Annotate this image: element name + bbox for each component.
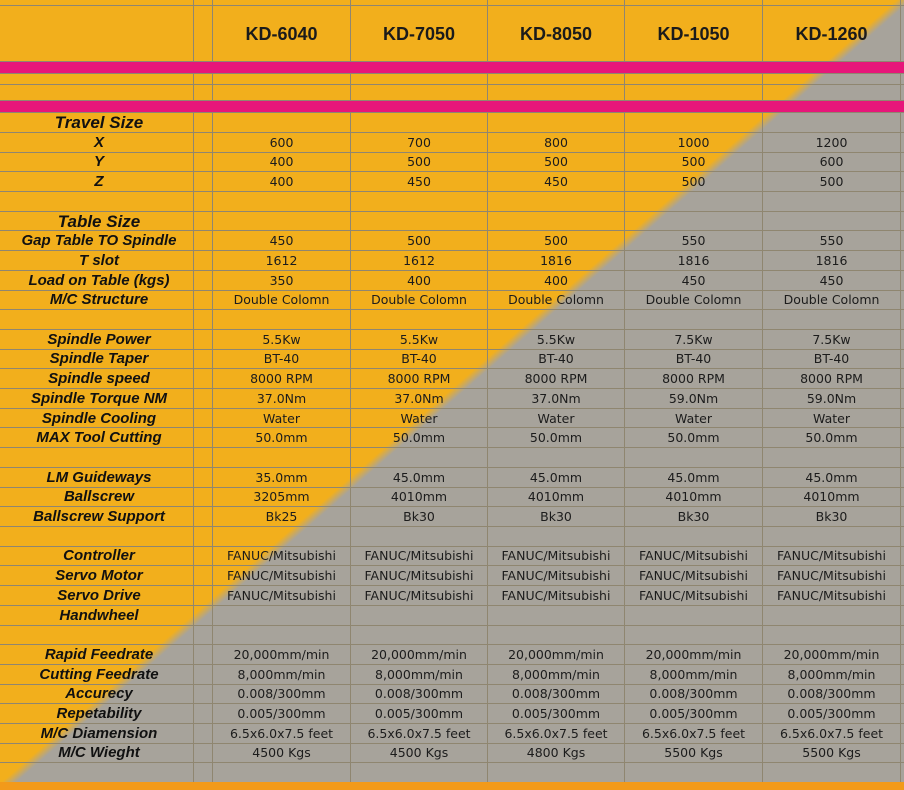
- row-divider: [0, 73, 904, 74]
- spec-value: 5.5Kw: [399, 332, 439, 347]
- model-header-2: KD-7050: [382, 24, 456, 44]
- spec-value: 4500 Kgs: [252, 745, 311, 760]
- spec-value: FANUC/Mitsubishi: [639, 548, 748, 563]
- spec-label: LM Guideways: [46, 469, 152, 486]
- model-header-3: KD-8050: [519, 24, 593, 44]
- spec-value: Water: [400, 411, 438, 426]
- row-divider: [0, 5, 904, 6]
- spec-label: [0, 625, 198, 644]
- spec-label: Gap Table TO Spindle: [21, 232, 177, 249]
- spec-value: 700: [407, 135, 431, 150]
- spec-value: BT-40: [401, 351, 437, 366]
- spec-value: 800: [544, 135, 568, 150]
- spec-value: 6.5x6.0x7.5 feet: [229, 726, 334, 741]
- spec-value: 500: [544, 154, 568, 169]
- spec-value: FANUC/Mitsubishi: [639, 588, 748, 603]
- spec-value: Bk25: [265, 509, 298, 524]
- spec-value: 400: [407, 273, 431, 288]
- spec-value: 0.008/300mm: [649, 686, 738, 701]
- spec-value: 8,000mm/min: [649, 667, 738, 682]
- spec-value: 6.5x6.0x7.5 feet: [779, 726, 884, 741]
- spec-value: 7.5Kw: [812, 332, 851, 347]
- spec-label: Cutting Feedrate: [39, 666, 159, 683]
- spec-value: 500: [681, 174, 706, 189]
- spec-label: Accurecy: [65, 685, 133, 702]
- spec-value: 1612: [265, 253, 298, 268]
- spec-value: FANUC/Mitsubishi: [501, 588, 611, 603]
- spec-value: Double Colomn: [233, 292, 330, 307]
- model-header-1: KD-6040: [245, 24, 318, 44]
- spec-value: Water: [813, 411, 850, 426]
- spec-value: 0.008/300mm: [374, 686, 464, 701]
- spec-label: Load on Table (kgs): [28, 272, 170, 289]
- spec-value: BT-40: [813, 351, 850, 366]
- spec-value: FANUC/Mitsubishi: [501, 548, 611, 563]
- header-band-bottom: [0, 101, 904, 112]
- spec-value: 500: [544, 233, 568, 248]
- spec-value: 4010mm: [665, 489, 722, 504]
- row-divider: [0, 762, 904, 763]
- spec-value: 500: [407, 154, 431, 169]
- spec-value: 8,000mm/min: [787, 667, 876, 682]
- spec-value: 50.0mm: [667, 430, 720, 445]
- spec-label: Servo Drive: [57, 587, 141, 604]
- spec-value: 5.5Kw: [536, 332, 576, 347]
- spec-value: Bk30: [403, 509, 435, 524]
- spec-label: Spindle Cooling: [41, 410, 157, 427]
- spec-value: 8,000mm/min: [512, 667, 600, 682]
- model-header-4: KD-1050: [657, 24, 730, 44]
- spec-value: 550: [681, 233, 706, 248]
- spec-value: 7.5Kw: [674, 332, 713, 347]
- spec-value: FANUC/Mitsubishi: [364, 548, 474, 563]
- spec-value: FANUC/Mitsubishi: [777, 588, 886, 603]
- spec-value: Double Colomn: [371, 292, 467, 307]
- spec-value: 20,000mm/min: [371, 647, 467, 662]
- spec-value: 4800 Kgs: [526, 745, 586, 760]
- spec-value: 20,000mm/min: [645, 647, 742, 662]
- spec-value: 59.0Nm: [806, 391, 857, 406]
- spec-value: FANUC/Mitsubishi: [227, 568, 336, 583]
- spec-value: 45.0mm: [529, 470, 583, 485]
- spec-value: 4010mm: [803, 489, 860, 504]
- spec-value: FANUC/Mitsubishi: [777, 548, 886, 563]
- spec-value: 45.0mm: [392, 470, 446, 485]
- spec-value: 400: [544, 273, 568, 288]
- spec-label: [0, 192, 198, 211]
- row-divider: [0, 84, 904, 85]
- header-band-top: [0, 62, 904, 73]
- spec-value: 450: [269, 233, 294, 248]
- column-divider: [900, 0, 901, 790]
- model-header-5: KD-1260: [795, 24, 868, 44]
- section-heading: Travel Size: [54, 113, 144, 132]
- spec-label: Z: [94, 173, 104, 190]
- spec-value: 20,000mm/min: [508, 647, 604, 662]
- spec-value: 600: [819, 154, 844, 169]
- spec-value: 450: [407, 174, 431, 189]
- spec-value: 8,000mm/min: [375, 667, 463, 682]
- spec-value: 50.0mm: [529, 430, 583, 445]
- spec-value: 1816: [815, 253, 848, 268]
- spec-value: 8000 RPM: [250, 371, 313, 386]
- spec-value: Water: [263, 411, 300, 426]
- spec-value: Double Colomn: [783, 292, 880, 307]
- spec-label: T slot: [79, 252, 119, 269]
- spec-value: FANUC/Mitsubishi: [364, 568, 474, 583]
- spec-value: FANUC/Mitsubishi: [777, 568, 886, 583]
- spec-value: 59.0Nm: [668, 391, 719, 406]
- spec-value: 0.008/300mm: [237, 686, 326, 701]
- spec-value: Bk30: [677, 509, 710, 524]
- spec-value: BT-40: [263, 351, 300, 366]
- spec-value: FANUC/Mitsubishi: [227, 588, 336, 603]
- spec-label: [0, 527, 198, 546]
- spec-value: 0.005/300mm: [374, 706, 464, 721]
- spec-value: 350: [269, 273, 294, 288]
- spec-value: FANUC/Mitsubishi: [364, 588, 474, 603]
- spec-value: FANUC/Mitsubishi: [227, 548, 336, 563]
- spec-value: 20,000mm/min: [233, 647, 330, 662]
- spec-value: 0.005/300mm: [511, 706, 601, 721]
- spec-value: 45.0mm: [667, 470, 720, 485]
- spec-value: 8000 RPM: [662, 371, 725, 386]
- spec-value: 1000: [677, 135, 710, 150]
- spec-value: Water: [675, 411, 712, 426]
- spec-value: 1612: [403, 253, 435, 268]
- spec-value: 500: [407, 233, 431, 248]
- spec-value: BT-40: [538, 351, 574, 366]
- spec-label: Spindle Torque NM: [30, 390, 168, 407]
- spec-label: Servo Motor: [55, 567, 143, 584]
- spec-value: 4500 Kgs: [389, 745, 449, 760]
- spec-value: 45.0mm: [805, 470, 858, 485]
- spec-value: 8000 RPM: [800, 371, 863, 386]
- spec-value: BT-40: [675, 351, 712, 366]
- spec-label: Spindle speed: [48, 370, 150, 387]
- spec-value: Double Colomn: [645, 292, 742, 307]
- spec-value: 550: [819, 233, 844, 248]
- spec-value: 1816: [540, 253, 572, 268]
- spec-value: 5.5Kw: [262, 332, 301, 347]
- spec-value: 6.5x6.0x7.5 feet: [504, 726, 608, 741]
- spec-value: 400: [269, 154, 294, 169]
- spec-value: 600: [269, 135, 294, 150]
- spec-label: Spindle Power: [47, 331, 151, 348]
- footer-strip: [0, 782, 904, 790]
- spec-value: 0.005/300mm: [649, 706, 738, 721]
- spec-value: 0.005/300mm: [237, 706, 326, 721]
- spec-value: 4010mm: [390, 489, 448, 504]
- spec-label: [0, 310, 198, 329]
- spec-value: Bk30: [815, 509, 848, 524]
- spec-value: 50.0mm: [392, 430, 446, 445]
- spec-label: M/C Structure: [49, 291, 149, 308]
- spec-value: Water: [537, 411, 575, 426]
- spec-label: M/C Wieght: [58, 744, 140, 761]
- spec-value: 5500 Kgs: [802, 745, 861, 760]
- spec-value: 0.008/300mm: [787, 686, 876, 701]
- spec-value: FANUC/Mitsubishi: [501, 568, 611, 583]
- spec-label: Controller: [63, 547, 135, 564]
- spec-value: 37.0Nm: [394, 391, 444, 406]
- spec-value: 3205mm: [253, 489, 310, 504]
- spec-value: 4010mm: [527, 489, 585, 504]
- spec-label: [0, 448, 198, 467]
- spec-label: Ballscrew: [63, 488, 135, 505]
- spec-value: 6.5x6.0x7.5 feet: [367, 726, 471, 741]
- spec-label: Spindle Taper: [49, 350, 149, 367]
- spec-value: 0.005/300mm: [787, 706, 876, 721]
- spec-label: Ballscrew Support: [33, 508, 165, 525]
- spec-value: 6.5x6.0x7.5 feet: [641, 726, 746, 741]
- spec-value: 450: [544, 174, 568, 189]
- spec-value: FANUC/Mitsubishi: [639, 568, 748, 583]
- spec-value: 37.0Nm: [256, 391, 307, 406]
- spec-label: Y: [93, 153, 104, 170]
- spec-value: 500: [819, 174, 844, 189]
- spec-value: 0.008/300mm: [511, 686, 601, 701]
- spec-value: 37.0Nm: [531, 391, 581, 406]
- spec-label: MAX Tool Cutting: [36, 429, 162, 446]
- spec-value: Bk30: [540, 509, 572, 524]
- spec-value: 1200: [815, 135, 848, 150]
- spec-label: Handwheel: [59, 607, 139, 624]
- spec-value: 50.0mm: [805, 430, 858, 445]
- spec-value: 5500 Kgs: [664, 745, 723, 760]
- spec-label: M/C Diamension: [40, 725, 158, 742]
- section-heading: Table Size: [57, 212, 141, 231]
- spec-value: 8,000mm/min: [237, 667, 326, 682]
- spec-value: 1816: [677, 253, 710, 268]
- spec-value: Double Colomn: [508, 292, 604, 307]
- spec-value: 50.0mm: [255, 430, 308, 445]
- spec-label: Rapid Feedrate: [44, 646, 154, 663]
- spec-value: 500: [681, 154, 706, 169]
- spec-value: 20,000mm/min: [783, 647, 880, 662]
- spec-value: 400: [269, 174, 294, 189]
- spec-value: 450: [819, 273, 844, 288]
- spec-label: Repetability: [56, 705, 142, 722]
- spec-value: 35.0mm: [255, 470, 308, 485]
- spec-value: 8000 RPM: [387, 371, 451, 386]
- spec-value: 8000 RPM: [524, 371, 588, 386]
- spec-label: X: [93, 134, 104, 151]
- spec-value: 450: [681, 273, 706, 288]
